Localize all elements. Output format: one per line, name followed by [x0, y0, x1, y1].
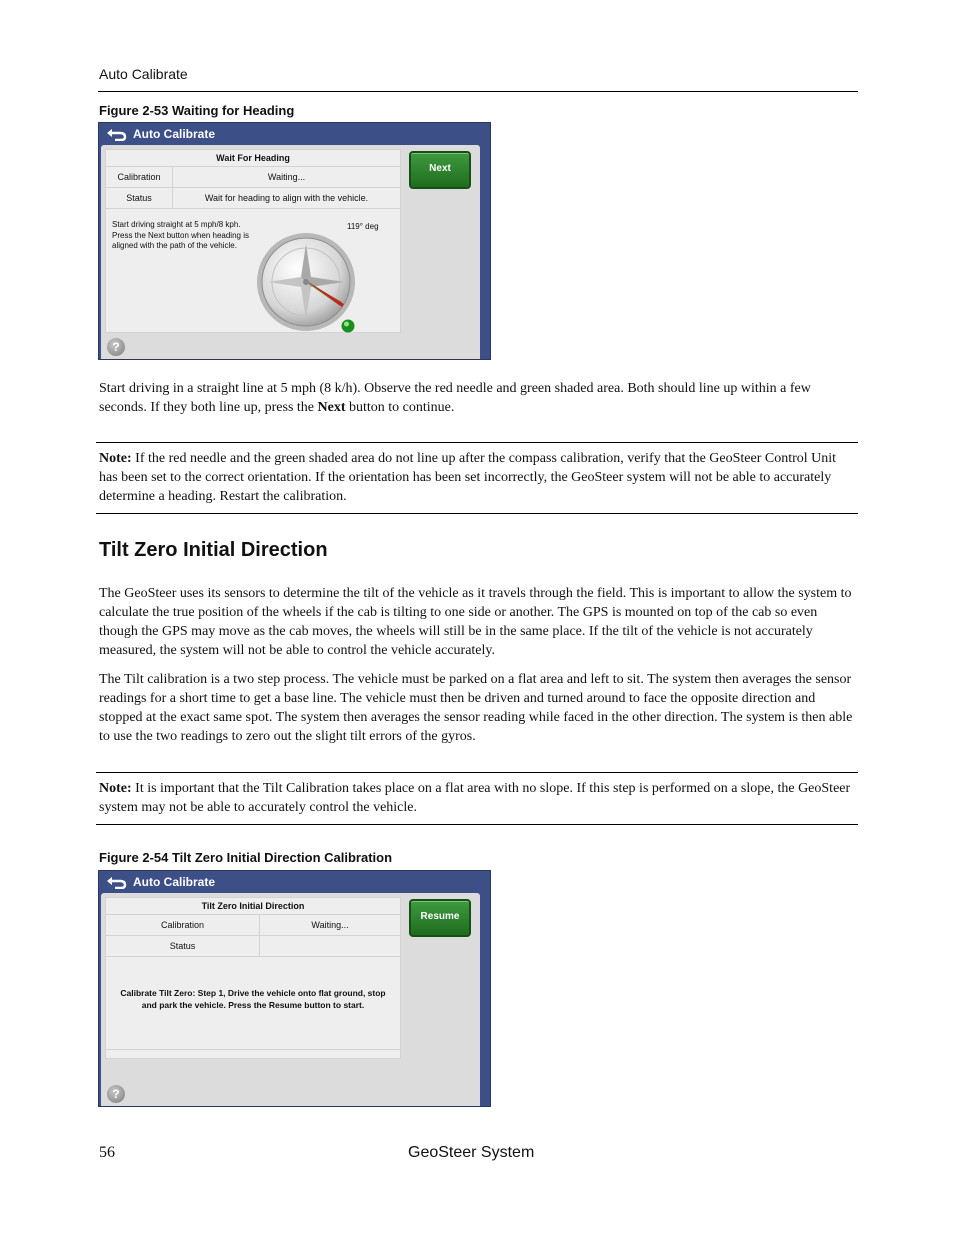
- help-icon[interactable]: ?: [107, 338, 125, 356]
- window-body: [101, 893, 480, 1106]
- body-paragraph: The GeoSteer uses its sensors to determine the tilt of the vehicle as it travels through the field. This is important to allow the system to calculate the true position of the wheels if the cab is tilting to one side or another. The GPS is mounted on top of the cab so even though the GPS may move as the cab moves, the wheels will still be in the same place. If the tilt of the vehicle is not accurately measured, the system will not be able to control the vehicle accurately.: [99, 586, 852, 658]
- calibration-panel: [105, 897, 401, 1059]
- table-row: [106, 188, 400, 209]
- instruction-text: Start driving straight at 5 mph/8 kph. Press the Next button when heading is aligned with the path of the vehicle.: [112, 220, 249, 250]
- text-run: Start driving in a straight line at 5 mph (8 k/h). Observe the red needle and green shaded area. Both should line up within a few seconds. If they both line up, press the: [99, 381, 811, 415]
- running-header: Auto Calibrate: [99, 66, 188, 82]
- panel-title: Tilt Zero Initial Direction: [106, 898, 400, 915]
- help-icon[interactable]: ?: [107, 1085, 125, 1103]
- screenshot-tilt-zero: [98, 870, 491, 1107]
- body-paragraph: [99, 379, 857, 417]
- calibration-panel: [105, 149, 401, 333]
- window-titlebar: [99, 123, 490, 145]
- note-block: [99, 779, 857, 817]
- row-label: Calibration: [106, 915, 260, 935]
- note-label: Note:: [99, 781, 132, 796]
- note-rule-top: [96, 442, 858, 443]
- figure-caption-1: Figure 2-53 Waiting for Heading: [99, 103, 295, 118]
- text-run: button to continue.: [345, 400, 455, 415]
- resume-button[interactable]: Resume: [409, 899, 471, 937]
- row-value: [260, 936, 400, 956]
- heading-readout: 119° deg: [347, 222, 379, 231]
- note-block: [99, 449, 857, 506]
- note-rule-top: [96, 772, 858, 773]
- row-value: Waiting...: [267, 172, 306, 182]
- panel-title: Wait For Heading: [106, 150, 400, 167]
- window-titlebar: [99, 871, 490, 893]
- table-row: [106, 167, 400, 188]
- table-row: [106, 936, 400, 957]
- figure-caption-2: Figure 2-54 Tilt Zero Initial Direction Calibration: [99, 850, 393, 865]
- note-label: Note:: [99, 451, 132, 466]
- footer-title: GeoSteer System: [408, 1144, 535, 1161]
- section-heading: Tilt Zero Initial Direction: [99, 539, 328, 561]
- row-value: Waiting...: [311, 920, 349, 930]
- note-rule-bottom: [96, 513, 858, 514]
- emphasis-next: Next: [317, 400, 346, 415]
- header-rule: [98, 91, 858, 92]
- page-number: 56: [99, 1144, 115, 1161]
- back-arrow-icon[interactable]: [105, 127, 127, 141]
- screenshot-waiting-for-heading: [98, 122, 491, 360]
- back-arrow-icon[interactable]: [105, 875, 127, 889]
- panel-footer-strip: [106, 1049, 400, 1058]
- body-paragraph: The Tilt calibration is a two step process. The vehicle must be parked on a flat area and left to sit. The system then averages the sensor readings for a short time to get a base line. The vehicle must then be driven and turned around to face the opposite direction and stopped at the exact same spot. The system then averages the sensor reading while faced in the other direction. The system is then able to use the two readings to zero out the slight tilt errors of the gyros.: [99, 672, 853, 744]
- row-value: Wait for heading to align with the vehicle.: [204, 193, 369, 203]
- window-body: [101, 145, 480, 359]
- table-row: [106, 915, 400, 936]
- row-label: Status: [106, 936, 260, 956]
- note-rule-bottom: [96, 824, 858, 825]
- row-label: Calibration: [106, 167, 173, 187]
- note-text: It is important that the Tilt Calibration takes place on a flat area with no slope. If this step is performed on a slope, the GeoSteer system may not be able to accurately control the vehicle.: [99, 781, 851, 815]
- next-button[interactable]: Next: [409, 151, 471, 189]
- row-label: Status: [106, 188, 173, 208]
- instruction-text: Calibrate Tilt Zero: Step 1, Drive the vehicle onto flat ground, stop and park the vehicle. Press the Resume button to start.: [120, 988, 386, 1010]
- window-title: Auto Calibrate: [133, 127, 216, 141]
- status-led-icon: [341, 319, 355, 333]
- window-title: Auto Calibrate: [133, 875, 216, 889]
- note-text: If the red needle and the green shaded area do not line up after the compass calibration, verify that the GeoSteer Control Unit has been set to the correct orientation. If the orientation has been set incorrectly, the GeoSteer system will not be able to accurately determine a heading. Restart the calibration.: [99, 451, 837, 504]
